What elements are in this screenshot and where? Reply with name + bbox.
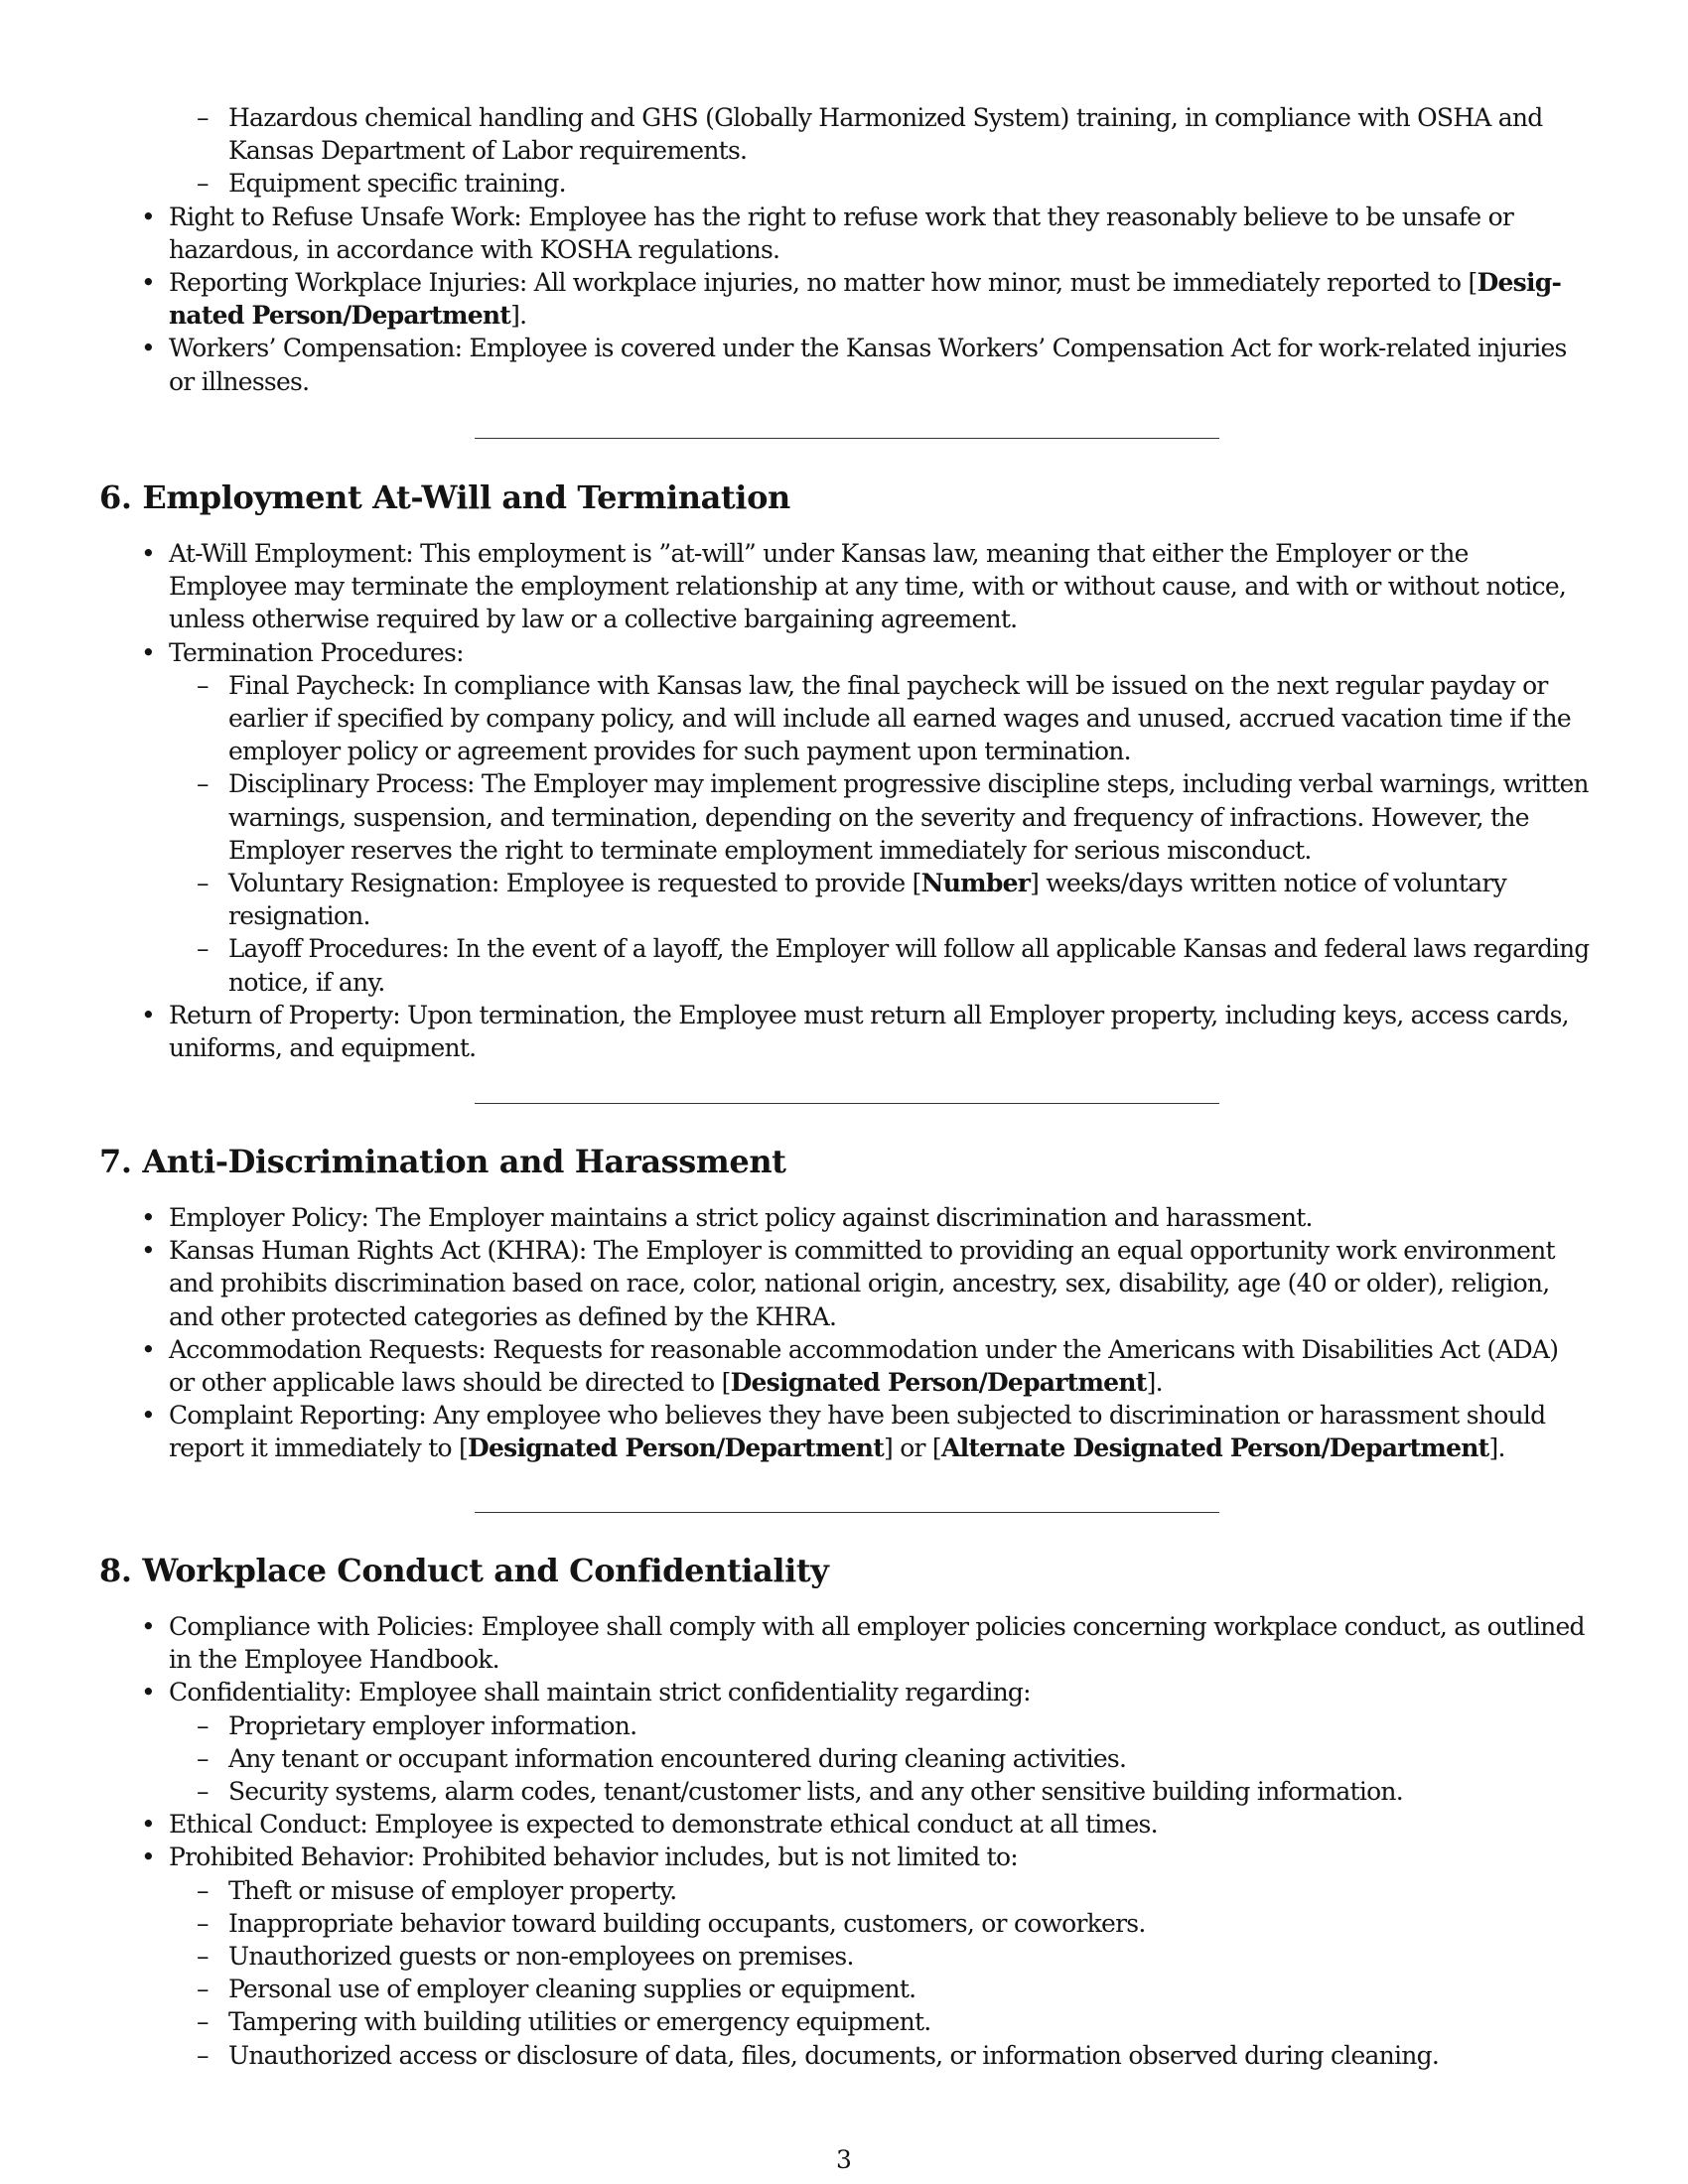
text-line (169, 1366, 1589, 1399)
page-number: 3 (836, 2145, 852, 2174)
list-item (99, 537, 1589, 636)
text-line: • At-Will Employment: This employment is ”at-will” under Kansas law, meaning that either the Employer or the (169, 539, 1469, 568)
list-item (99, 1676, 1589, 1708)
text-line: • Compliance with Policies: Employee shall comply with all employer policies concerning workplace conduct, as outlined (169, 1612, 1585, 1641)
text-line: – Personal use of employer cleaning supplies or equipment. (228, 1975, 916, 2004)
list-item (99, 1775, 1589, 1808)
text-run: ]. (1146, 1368, 1163, 1398)
placeholder-bold: nated Person/Department (169, 301, 511, 331)
text-line: – Security systems, alarm codes, tenant/customer lists, and any other sensitive building information. (228, 1777, 1403, 1807)
placeholder-bold: Number (920, 869, 1031, 898)
text-line: • Right to Refuse Unsafe Work: Employee has the right to refuse work that they reasonably believe to be unsafe or (169, 202, 1514, 231)
list-item (99, 1808, 1589, 1841)
list-item (99, 167, 1589, 200)
list-item (99, 1201, 1589, 1234)
text-line: notice, if any. (228, 967, 385, 997)
text-run: or other applicable laws should be directed to [ (169, 1368, 731, 1398)
text-run: Voluntary Resignation: Employee is requested to provide [ (228, 869, 921, 898)
text-line: – Theft or misuse of employer property. (228, 1875, 677, 1905)
top-list-block (99, 101, 1589, 398)
top-sub-list (99, 101, 1589, 201)
text-line: – Proprietary employer information. (228, 1710, 637, 1740)
placeholder-bold: Designated Person/Department (468, 1433, 885, 1463)
section-divider (475, 1103, 1219, 1104)
list-item (99, 1940, 1589, 1973)
text-run: ] or [ (884, 1433, 941, 1463)
text-line: • Return of Property: Upon termination, the Employee must return all Employer property, including keys, access cards, (169, 1000, 1569, 1029)
text-run: Reporting Workplace Injuries: All workplace injuries, no matter how minor, must be immediately reported to [ (169, 268, 1477, 298)
text-line: – Any tenant or occupant information encountered during cleaning activities. (228, 1743, 1127, 1773)
list-item (99, 767, 1589, 867)
section-8-list-mid (99, 1808, 1589, 1873)
top-main-list (99, 201, 1589, 398)
section-8-body (99, 1610, 1589, 2072)
list-item (99, 932, 1589, 998)
text-line: • Accommodation Requests: Requests for reasonable accommodation under the Americans with Disabilities Act (ADA) (169, 1334, 1559, 1364)
text-line: – Disciplinary Process: The Employer may implement progressive discipline steps, including verbal warnings, written (228, 769, 1589, 799)
text-line: and prohibits discrimination based on race, color, national origin, ancestry, sex, disability, age (40 or older), religion, (169, 1269, 1550, 1298)
text-line (169, 1432, 1589, 1464)
text-line: employer policy or agreement provides for such payment upon termination. (228, 737, 1131, 766)
list-item (99, 2005, 1589, 2038)
list-item (99, 867, 1589, 932)
list-item (99, 1610, 1589, 1676)
section-8-list (99, 1610, 1589, 1709)
section-7-heading: 7. Anti-Discrimination and Harassment (99, 1143, 786, 1180)
list-item (99, 1841, 1589, 1873)
text-run: ]. (510, 301, 527, 331)
text-line: unless otherwise required by law or a collective bargaining agreement. (169, 605, 1018, 634)
list-item (99, 1742, 1589, 1775)
list-item (99, 266, 1589, 332)
list-item (99, 1709, 1589, 1742)
text-line: • Employer Policy: The Employer maintains a strict policy against discrimination and harassment. (169, 1203, 1313, 1232)
section-6-heading: 6. Employment At-Will and Termination (99, 478, 790, 516)
section-divider (475, 1512, 1219, 1513)
list-item (99, 2039, 1589, 2072)
text-line: • Complaint Reporting: Any employee who believes they have been subjected to discrimination or harassment should (169, 1401, 1546, 1431)
text-line: – Unauthorized guests or non-employees on premises. (228, 1942, 854, 1972)
text-line: Kansas Department of Labor requirements. (228, 136, 748, 166)
list-item (99, 999, 1589, 1064)
text-line: – Hazardous chemical handling and GHS (Globally Harmonized System) training, in compliance with OSHA and (228, 103, 1543, 132)
text-line: • Workers’ Compensation: Employee is covered under the Kansas Workers’ Compensation Act for work-related injuries (169, 334, 1567, 363)
text-line: uniforms, and equipment. (169, 1033, 477, 1063)
section-7-body (99, 1201, 1589, 1465)
text-run: report it immediately to [ (169, 1433, 469, 1463)
list-item (99, 1874, 1589, 1907)
text-run: ] weeks/days written notice of voluntary (1030, 869, 1506, 898)
text-line: resignation. (228, 901, 370, 931)
list-item (99, 101, 1589, 167)
text-line: and other protected categories as defined by the KHRA. (169, 1301, 837, 1331)
section-6-list (99, 537, 1589, 669)
placeholder-bold: Designated Person/Department (730, 1368, 1147, 1398)
list-item (99, 201, 1589, 266)
text-line (169, 266, 1589, 299)
list-item (99, 1399, 1589, 1464)
text-line: – Tampering with building utilities or emergency equipment. (228, 2007, 931, 2037)
text-line: warnings, suspension, and termination, depending on the severity and frequency of infractions. However, the (228, 802, 1529, 832)
text-line: • Ethical Conduct: Employee is expected to demonstrate ethical conduct at all times. (169, 1810, 1158, 1840)
text-line: • Termination Procedures: (169, 637, 464, 667)
list-item (99, 1907, 1589, 1940)
section-8-heading: 8. Workplace Conduct and Confidentiality (99, 1552, 829, 1589)
text-line: – Inappropriate behavior toward building occupants, customers, or coworkers. (228, 1908, 1146, 1938)
prohibited-sub-list (99, 1874, 1589, 2072)
text-line: Employee may terminate the employment relationship at any time, with or without cause, and with or without notice, (169, 572, 1567, 602)
text-run: ]. (1488, 1433, 1505, 1463)
text-line: – Equipment specific training. (228, 169, 566, 199)
text-line (169, 299, 1589, 332)
placeholder-bold: Alternate Designated Person/Department (940, 1433, 1489, 1463)
placeholder-bold: Desig- (1477, 268, 1562, 298)
text-line: • Prohibited Behavior: Prohibited behavior includes, but is not limited to: (169, 1843, 1018, 1872)
text-line: hazardous, in accordance with KOSHA regulations. (169, 234, 780, 264)
text-line: in the Employee Handbook. (169, 1645, 499, 1675)
text-line: • Kansas Human Rights Act (KHRA): The Employer is committed to providing an equal opportunity work environment (169, 1236, 1555, 1266)
text-line: or illnesses. (169, 366, 310, 396)
section-6-body (99, 537, 1589, 1064)
text-line: • Confidentiality: Employee shall maintain strict confidentiality regarding: (169, 1678, 1031, 1707)
confidentiality-sub-list (99, 1709, 1589, 1809)
text-line (228, 867, 1589, 899)
text-line: – Final Paycheck: In compliance with Kansas law, the final paycheck will be issued on the next regular payday or (228, 670, 1548, 700)
list-item (99, 669, 1589, 768)
list-item (99, 1973, 1589, 2005)
section-7-list (99, 1201, 1589, 1465)
section-divider (475, 438, 1219, 439)
text-line: Employer reserves the right to terminate employment immediately for serious misconduct. (228, 835, 1312, 865)
list-item (99, 332, 1589, 397)
section-6-sub-list (99, 669, 1589, 999)
list-item (99, 1333, 1589, 1399)
list-item (99, 1234, 1589, 1333)
list-item (99, 636, 1589, 669)
text-line: – Unauthorized access or disclosure of data, files, documents, or information observed during cleaning. (228, 2040, 1440, 2070)
text-line: – Layoff Procedures: In the event of a layoff, the Employer will follow all applicable Kansas and federal laws regarding (228, 934, 1590, 964)
text-line: earlier if specified by company policy, and will include all earned wages and unused, accrued vacation time if the (228, 704, 1571, 734)
section-6-list-end (99, 999, 1589, 1064)
